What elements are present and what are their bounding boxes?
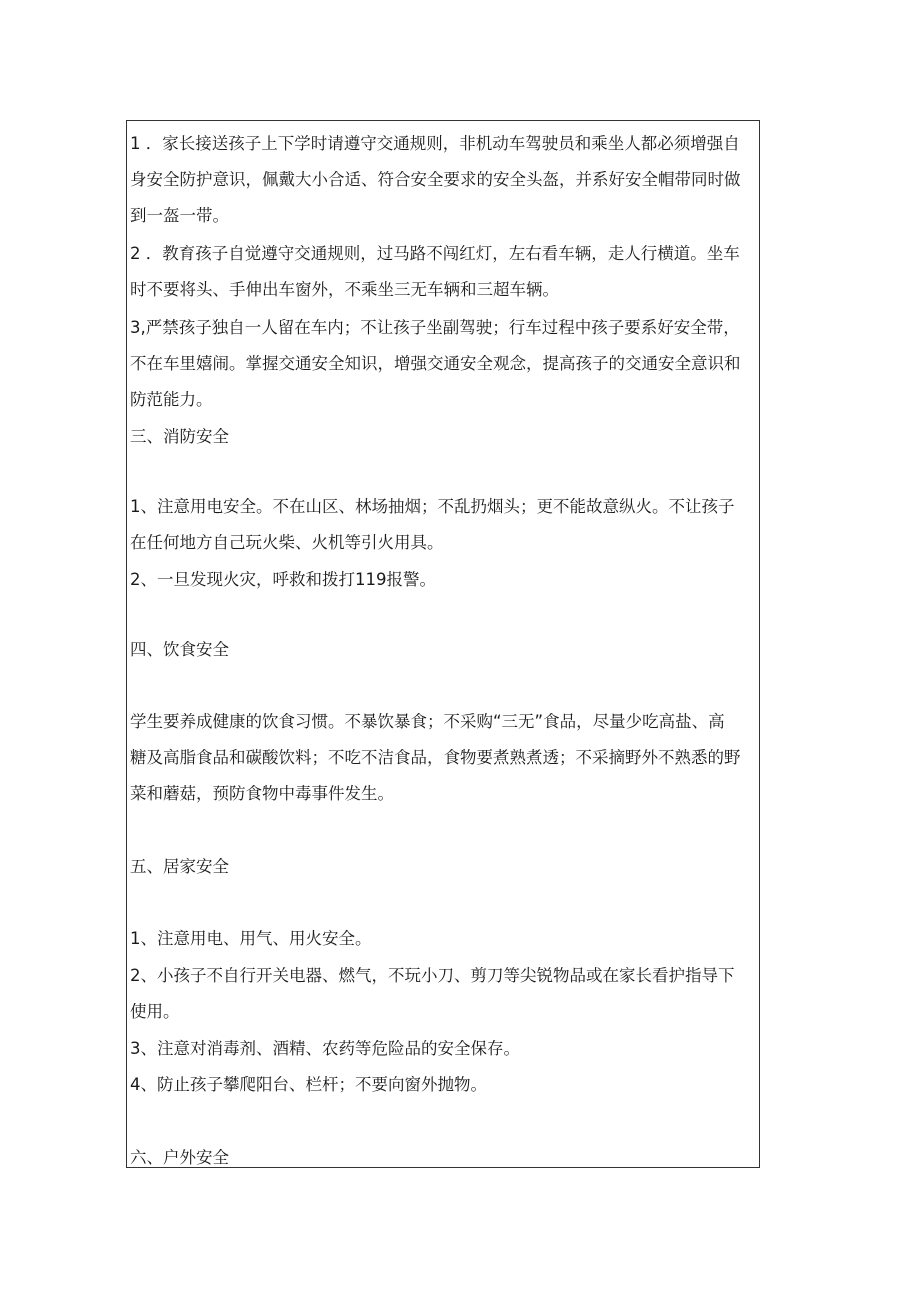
home-item-4: 4、防止孩子攀爬阳台、栏杆；不要向窗外抛物。 xyxy=(130,1075,487,1094)
traffic-item-3-line-1: 3,严禁孩子独自一人留在车内；不让孩子坐副驾驶；行车过程中孩子要系好安全带， xyxy=(130,318,740,337)
traffic-item-1-line-2: 身安全防护意识，佩戴大小合适、符合安全要求的安全头盔，并系好安全帽带同时做 xyxy=(130,170,741,189)
section-heading-outdoor-safety: 六、户外安全 xyxy=(130,1148,229,1167)
food-paragraph-line-2: 糖及高脂食品和碳酸饮料；不吃不洁食品，食物要煮熟煮透；不采摘野外不熟悉的野 xyxy=(130,748,741,767)
home-item-3: 3、注意对消毒剂、酒精、农药等危险品的安全保存。 xyxy=(130,1039,520,1058)
food-paragraph-line-1: 学生要养成健康的饮食习惯。不暴饮暴食；不采购“三无”食品，尽量少吃高盐、高 xyxy=(130,712,725,731)
traffic-item-1-line-3: 到一盔一带。 xyxy=(130,206,229,225)
traffic-item-2-line-2: 时不要将头、手伸出车窗外，不乘坐三无车辆和三超车辆。 xyxy=(130,280,559,299)
section-heading-food-safety: 四、饮食安全 xyxy=(130,640,229,659)
home-item-2-line-1: 2、小孩子不自行开关电器、燃气，不玩小刀、剪刀等尖锐物品或在家长看护指导下 xyxy=(130,966,735,985)
home-item-1: 1、注意用电、用气、用火安全。 xyxy=(130,929,372,948)
fire-item-2: 2、一旦发现火灾，呼救和拨打119报警。 xyxy=(130,570,436,589)
traffic-item-3-line-3: 防范能力。 xyxy=(130,390,213,409)
section-heading-home-safety: 五、居家安全 xyxy=(130,857,229,876)
fire-item-1-line-2: 在任何地方自己玩火柴、火机等引火用具。 xyxy=(130,533,444,552)
traffic-item-3-line-2: 不在车里嬉闹。掌握交通安全知识，增强交通安全观念，提高孩子的交通安全意识和 xyxy=(130,354,741,373)
section-heading-fire-safety: 三、消防安全 xyxy=(130,427,229,446)
traffic-item-1-line-1: 1 ．家长接送孩子上下学时请遵守交通规则，非机动车驾驶员和乘坐人都必须增强自 xyxy=(130,134,740,153)
home-item-2-line-2: 使用。 xyxy=(130,1002,180,1021)
fire-item-1-line-1: 1、注意用电安全。不在山区、林场抽烟；不乱扔烟头；更不能故意纵火。不让孩子 xyxy=(130,497,735,516)
food-paragraph-line-3: 菜和蘑菇，预防食物中毒事件发生。 xyxy=(130,784,394,803)
traffic-item-2-line-1: 2 ．教育孩子自觉遵守交通规则，过马路不闯红灯，左右看车辆，走人行横道。坐车 xyxy=(130,244,740,263)
